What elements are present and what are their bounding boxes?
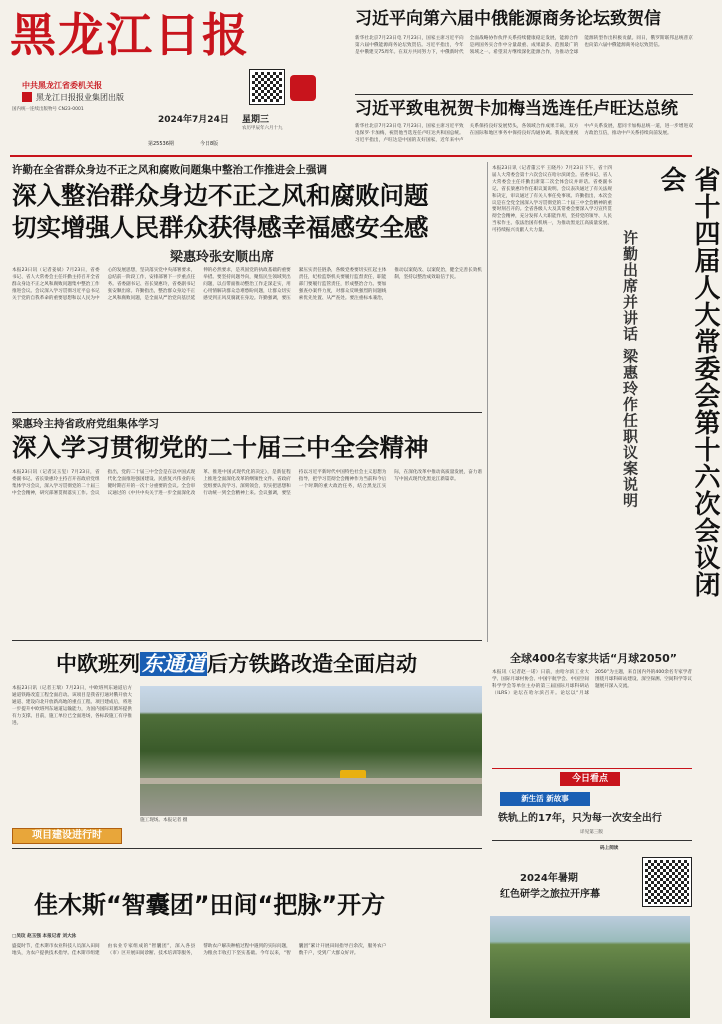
bottom-story-byline: □吴玟 赵玉强 本报记者 刘大泳 — [12, 934, 77, 939]
lead-story-headline-2[interactable]: 切实增强人民群众获得感幸福感安全感 — [12, 213, 429, 242]
page-count: 今日8版 — [200, 141, 219, 147]
today-guide-rule — [492, 768, 692, 769]
lead-story-body — [12, 268, 482, 410]
section-divider-1 — [12, 412, 482, 413]
train-story-text: 本报23日讯（记者王瑞）7月23日，中欧班列东通道后方通道铁路改造工程全面启动。该项目是我省打通对俄开放大通道、建设向北开放新高地的重点工程。项目建成后，将进一步提升中欧班列东通道运输能力，为国内国际双循环提供有力支撑。目前，施工单位已全面进场，各标段施工有序推进。 — [12, 686, 132, 726]
lead-story-headline-1[interactable]: 深入整治群众身边不正之风和腐败问题 — [12, 181, 429, 210]
issue-weekday: 星期三 — [242, 115, 270, 125]
today-guide-label-box — [560, 772, 620, 786]
second-story-body — [12, 470, 482, 638]
bottom-story-photo — [490, 916, 690, 1018]
second-story-headline[interactable]: 深入学习贯彻党的二十届三中全会精神 — [12, 433, 429, 462]
section-divider-2 — [12, 640, 482, 641]
right-story-body — [492, 166, 612, 636]
space-story-body — [492, 670, 692, 760]
section-divider-3 — [12, 848, 482, 849]
rail-bed-icon — [140, 778, 482, 784]
date-box — [158, 112, 308, 136]
masthead-rule — [10, 155, 692, 157]
right-story-text: 本报23日讯（记者董云平 王晓丹）7月23日下午，省十四届人大常委会第十六次会议在哈尔滨闭会。省委书记、省人大常委会主任许勤出席第二次全体会议并讲话。省委副书记、省长梁惠玲作任职议案说明。会议表决通过了有关法规和决定，审议通过了有关人事任免事项。许勤指出，本次会议是在全党全国深入学习贯彻党的二十届三中全会精神的重要时刻召开的。全省各级人大及其常委会要深入学习宣传贯彻全会精神，充分发挥人大职能作用，坚持党的领导、人民当家作主、依法治国有机统一，为推动黑龙江高质量发展、可持续振兴贡献人大力量。 — [492, 166, 612, 234]
new-life-badge-icon — [500, 792, 590, 806]
top-story-1-text: 新华社北京7月23日电 7月23日，国家主席习近平向第六届中俄能源商务论坛致贺信。习近平指出，今年是中俄建交75周年。在双方共同努力下，中俄新时代全面战略协作伙伴关系持续健康稳定发展，能源合作是两国务实合作中分量最重、成果最多、范围最广的领域之一。希望双方继续深化能源合作，为推动全球能源转型作出积极贡献。同日，俄罗斯联邦总统普京也向第六届中俄能源商务论坛致贺信。 — [355, 36, 693, 55]
right-story-subline: 许勤出席并讲话 梁惠玲作任职议案说明 — [621, 230, 639, 509]
train-story-body — [12, 686, 132, 826]
masthead-qr-code-icon[interactable] — [250, 70, 284, 104]
project-tag — [12, 828, 122, 844]
top-story-divider — [355, 94, 693, 95]
train-title-post: 后方铁路改造全面启动 — [207, 652, 417, 676]
today-guide-label: 今日看点 — [571, 774, 608, 784]
top-story-2-body — [355, 124, 693, 152]
lead-story-kicker: 许勤在全省群众身边不正之风和腐败问题集中整治工作推进会上强调 — [12, 164, 327, 176]
bottom-story-text: 盛夏时节，佳木斯市农业科技人员深入田间地头，为农户提供技术指导。佳木斯市组建由农业专家组成的“智囊团”，深入各县（市）区开展田间诊断、技术培训等服务，帮助农户解决种植过程中遇到的实际问题，为粮食丰收打下坚实基础。今年以来，“智囊团”累计开展田间指导百余次，服务农户数千户，受到广大群众好评。 — [12, 944, 387, 956]
issue-date: 2024年7月24日 — [158, 115, 229, 125]
qr-box-title-1[interactable]: 2024年暑期 — [520, 873, 578, 884]
project-tag-label: 项目建设进行时 — [32, 830, 102, 841]
masthead-app-icon[interactable] — [290, 75, 316, 101]
masthead-publisher: 黑龙江日报报业集团出版 — [36, 93, 124, 102]
issue-number: 第25536期 — [148, 141, 174, 147]
new-life-badge-label: 新生活 新故事 — [521, 794, 569, 803]
lunar-date: 农历甲辰年六月十九 — [242, 126, 283, 131]
lead-story-byline: 梁惠玲张安顺出席 — [170, 250, 275, 265]
space-story-text: 本报讯（记者赵一诺）日前，由哈尔滨工业大学、国际月球村协会、中国宇航学会、中国空间科学学会等单位主办的第三届国际月球科研站（ILRS）论坛在哈尔滨召开。论坛以“月球2050”为主题，来自国内外的400余名专家学者围绕月球科研站建设、深空探测、空间科学等议题展开深入交流。 — [492, 670, 692, 696]
train-title-pre: 中欧班列 — [56, 652, 140, 676]
right-story-headline[interactable]: 省十四届人大常委会第十六次会议闭会 — [656, 166, 720, 598]
second-story-kicker: 梁惠玲主持省政府党组集体学习 — [12, 418, 159, 430]
bottom-story-body — [12, 944, 482, 1018]
train-story-title[interactable] — [56, 650, 476, 678]
masthead — [10, 6, 250, 116]
qr-code-icon[interactable] — [643, 858, 691, 906]
today-guide-page-ref[interactable]: 详见第三版 — [580, 830, 603, 835]
top-story-1-headline[interactable]: 习近平向第六届中俄能源商务论坛致贺信 — [355, 9, 661, 29]
train-construction-photo — [140, 686, 482, 816]
masthead-codes: 国内统一连续出版物号 CN23-0001 — [12, 107, 84, 112]
qr-box-title-2[interactable]: 红色研学之旅拉开序幕 — [500, 889, 600, 900]
bottom-story-headline[interactable]: 佳木斯“智囊团”田间“把脉”开方 — [34, 891, 386, 919]
second-story-text: 本报23日讯（记者吴玉玺）7月23日，省委副书记、省长梁惠玲主持召开省政府党组集体学习会议，深入学习贯彻党的二十届三中全会精神，研究部署贯彻落实工作。会议指出，党的二十届三中全会是在以中国式现代化全面推进强国建设、民族复兴伟业的关键时期召开的一次十分重要的会议。全会审议通过的《中共中央关于进一步全面深化改革、推进中国式现代化的决定》，是新征程上推进全面深化改革的纲领性文件。省政府党组要认真学习、深刻领会，切实把思想和行动统一到全会精神上来。会议强调，要坚持以习近平新时代中国特色社会主义思想为指导，把学习贯彻全会精神作为当前和今后一个时期的重大政治任务，结合黑龙江实际，在深化改革中推动高质量发展，奋力谱写中国式现代化黑龙江新篇章。 — [12, 470, 482, 496]
top-story-1-body — [355, 36, 693, 92]
qr-box-label: 码上阅读 — [600, 846, 619, 851]
train-title-highlight: 东通道 — [142, 652, 205, 676]
qr-box-rule — [492, 840, 692, 841]
lead-story-text: 本报23日讯（记者姜斌）7月23日，省委书记、省人大常委会主任许勤主持召开全省群众身边不正之风和腐败问题集中整治工作推进会议。会议深入学习贯彻习近平总书记关于党的自我革命的重要思想和以人民为中心的发展思想，坚决落实党中央部署要求，总结前一阶段工作，安排部署下一步重点任务。省委副书记、省长梁惠玲，省委副书记张安顺出席。许勤指出，整治群众身边不正之风和腐败问题，是全面从严治党向基层延伸的必然要求，是巩固党的执政基础的重要举措。要坚持问题导向，聚焦民生领域突出问题，以点带面推动整治工作走深走实，用心用情解决群众急难愁盼问题，让群众切实感受到正风反腐就在身边。许勤强调，要压紧压实责任链条，各级党委要切实扛起主体责任，纪检监察机关要履行监督责任，职能部门要履行监管责任，形成整治合力。要加强查办案件力度，对群众反映强烈的问题线索优先处置、从严查处。要注重标本兼治，推动以案促改、以案促治，健全完善长效机制，坚持以整治成效取信于民。 — [12, 268, 482, 301]
space-story-headline[interactable]: 全球400名专家共话“月球2050” — [510, 652, 678, 665]
masthead-party-line: 中共黑龙江省委机关报 — [22, 81, 102, 90]
publisher-logo-icon — [22, 92, 32, 102]
top-story-2-headline[interactable]: 习近平致电祝贺卡加梅当选连任卢旺达总统 — [355, 99, 678, 119]
issue-info — [148, 140, 268, 150]
masthead-title: 黑龙江日报 — [10, 8, 250, 62]
train-photo-caption: 施工现场。本报记者 摄 — [140, 818, 188, 823]
top-story-2-text: 新华社北京7月23日电 7月23日，国家主席习近平致电保罗·卡加梅，祝贺他当选连任卢旺达共和国总统。习近平指出，卢旺达是中国的友好国家，近年来中卢关系保持良好发展势头，各领域合作成果丰硕，双方在国际和地区事务中保持良好沟通协调。我高度重视中卢关系发展，愿同卡加梅总统一道，进一步增进双方政治互信，推动中卢关系持续向前发展。 — [355, 124, 693, 143]
right-column-rule — [487, 162, 488, 642]
today-guide-headline[interactable]: 铁轨上的17年，只为每一次安全出行 — [498, 813, 662, 824]
